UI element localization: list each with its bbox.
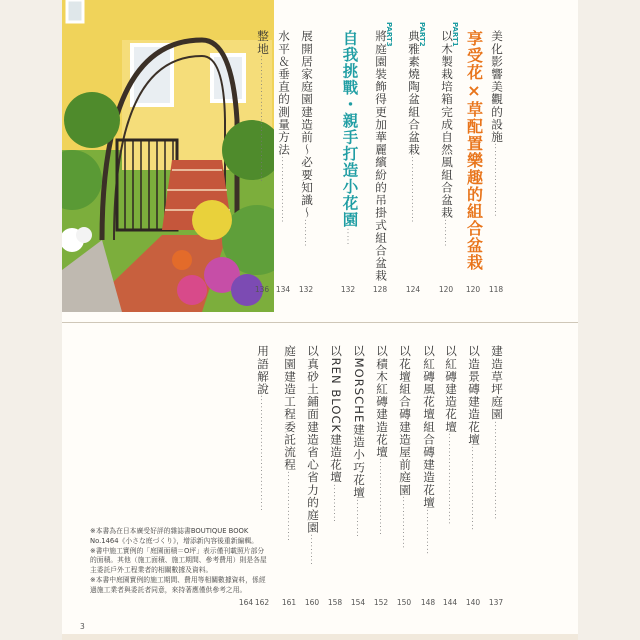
toc-top-entry — [407, 30, 419, 276]
toc-bottom-entry — [444, 345, 456, 595]
toc-top-entry-title: 典雅素燒陶盆組合盆栽 — [407, 30, 421, 156]
book-page — [62, 0, 578, 640]
toc-bottom-page-number: 161 — [281, 598, 297, 607]
toc-bottom-page-number: 144 — [442, 598, 458, 607]
toc-bottom-entry-title: 以紅磚風花壇組合磚建造花壇 — [422, 345, 436, 509]
leader-dots: ..... — [345, 228, 355, 246]
leader-dots: ................... — [410, 156, 419, 224]
toc-bottom-entry — [490, 345, 502, 595]
toc-bottom-entry-title: 用語解說 — [256, 345, 270, 396]
leader-dots: ..................... — [493, 143, 502, 218]
note-line: 的面積。其他（施工面積、施工期間、參考費用）則是各屋 — [90, 556, 267, 565]
note-line: ※書中施工實例的「庭園面積＝O坪」表示僅刊載照片部分 — [90, 546, 265, 555]
toc-bottom-entry — [329, 345, 341, 595]
toc-top-entry — [340, 30, 357, 276]
toc-bottom-entry — [467, 345, 479, 595]
toc-top-page-number: 134 — [275, 285, 291, 294]
leader-dots: ........... — [332, 483, 341, 523]
toc-top-page-number: 128 — [372, 285, 388, 294]
toc-top-page-number: 136 — [254, 285, 270, 294]
toc-top-entry-title: 自我挑戰・親手打造小花園 — [340, 30, 359, 228]
toc-top-page-number: 124 — [405, 285, 421, 294]
note-line: 過施工業者與委託者同意，來持著應僅供參考之用。 — [90, 585, 247, 594]
toc-bottom-entry-title: 建造草坪庭園 — [490, 345, 504, 421]
note-line: No.1464《小さな庭づくり》，增添新內容後重新編輯。 — [90, 536, 258, 545]
bottom-band — [62, 634, 578, 640]
toc-bottom-entry — [375, 345, 387, 595]
leader-dots: ........... — [355, 498, 364, 538]
part-label: PART3 — [385, 22, 393, 47]
garden-photo — [62, 0, 274, 312]
toc-bottom-entry-title: 以紅磚建造花壇 — [444, 345, 458, 434]
leader-dots: .................... — [286, 471, 295, 542]
leader-dots: ................................. — [259, 395, 268, 513]
toc-bottom-page-number: 140 — [465, 598, 481, 607]
toc-top-entry-title: 美化影響美觀的設施 — [490, 30, 504, 144]
toc-top-entry-title: 展開居家庭園建造前～必要知識～ — [300, 30, 314, 219]
toc-top-entry-title: 以木製栽培箱完成自然風組合盆栽 — [440, 30, 454, 219]
toc-bottom-page-number: 164 — [238, 598, 254, 607]
note-line: 主委託戶外工程業者的相關數據及資料。 — [90, 566, 213, 575]
toc-bottom-entry — [352, 345, 364, 595]
toc-bottom-page-number: 158 — [327, 598, 343, 607]
leader-dots: ......... — [309, 534, 318, 566]
leader-dots: ............. — [425, 508, 434, 555]
toc-bottom-page-number: 162 — [254, 598, 270, 607]
toc-top-page-number: 120 — [465, 285, 481, 294]
toc-top-page-number: 132 — [298, 285, 314, 294]
notes-block — [90, 527, 286, 596]
toc-top-entry — [277, 30, 289, 276]
toc-top-entry-title: 將庭園裝飾得更加華麗繽紛的吊掛式組合盆栽 — [374, 30, 388, 282]
toc-top-entry-title: 享受花×草配置樂趣的組合盆栽 — [464, 30, 484, 271]
toc-bottom-entry-title: 以花壇組合磚建造屋前庭園 — [398, 345, 412, 497]
toc-bottom-page-number: 137 — [488, 598, 504, 607]
part-label: PART1 — [451, 22, 459, 47]
leader-dots: ............... — [401, 496, 410, 550]
toc-top-page-number: 132 — [340, 285, 356, 294]
toc-top-entry — [374, 30, 388, 282]
note-line: ※本書為在日本廣受好評的雜誌書BOUTIQUE BOOK — [90, 527, 249, 535]
leader-dots: .................................... — [259, 55, 268, 183]
leader-dots: .......................... — [447, 433, 456, 526]
toc-bottom-entry-title: 以真砂土鋪面建造省心省力的庭園 — [306, 345, 320, 534]
leader-dots: ............................ — [493, 420, 502, 520]
toc-top-entry — [256, 30, 268, 276]
leader-dots: ................... — [280, 156, 289, 224]
toc-bottom-entry — [306, 345, 318, 595]
leader-dots: ........ — [303, 219, 312, 248]
leader-dots: ........................ — [470, 445, 479, 531]
toc-bottom-entry-title: 以MORSCHE建造小巧花壇 — [352, 345, 366, 499]
toc-top-entry — [300, 30, 312, 276]
toc-bottom-entry — [422, 345, 434, 595]
toc-bottom-page-number: 152 — [373, 598, 389, 607]
toc-bottom-page-number: 150 — [396, 598, 412, 607]
toc-top-entry-title: 整地 — [256, 30, 270, 56]
page-number: 3 — [80, 622, 85, 631]
toc-bottom-entry-title: 庭園建造工程委託流程 — [283, 345, 297, 471]
section-divider — [62, 322, 578, 323]
toc-top-page-number: 120 — [438, 285, 454, 294]
toc-bottom-page-number: 160 — [304, 598, 320, 607]
note-line: ※本書中庭園實例的施工期間、費用等相關數據資料，係經 — [90, 575, 266, 584]
toc-top-entry — [440, 30, 452, 276]
leader-dots: ........ — [443, 219, 452, 248]
toc-top-entry — [465, 30, 482, 276]
toc-bottom-entry-title: 以積木紅磚建造花壇 — [375, 345, 389, 459]
leader-dots: ...................... — [378, 458, 387, 537]
part-label: PART2 — [418, 22, 426, 47]
toc-top-page-number: 118 — [488, 285, 504, 294]
toc-bottom-page-number: 148 — [420, 598, 436, 607]
toc-bottom-page-number: 154 — [350, 598, 366, 607]
toc-bottom-entry-title: 以造景磚建造花壇 — [467, 345, 481, 446]
toc-bottom-entry — [398, 345, 410, 595]
toc-top-entry-title: 水平＆垂直的測量方法 — [277, 30, 291, 156]
toc-bottom-entry-title: 以REN BLOCK建造花壇 — [329, 345, 343, 484]
toc-top-entry — [490, 30, 502, 276]
